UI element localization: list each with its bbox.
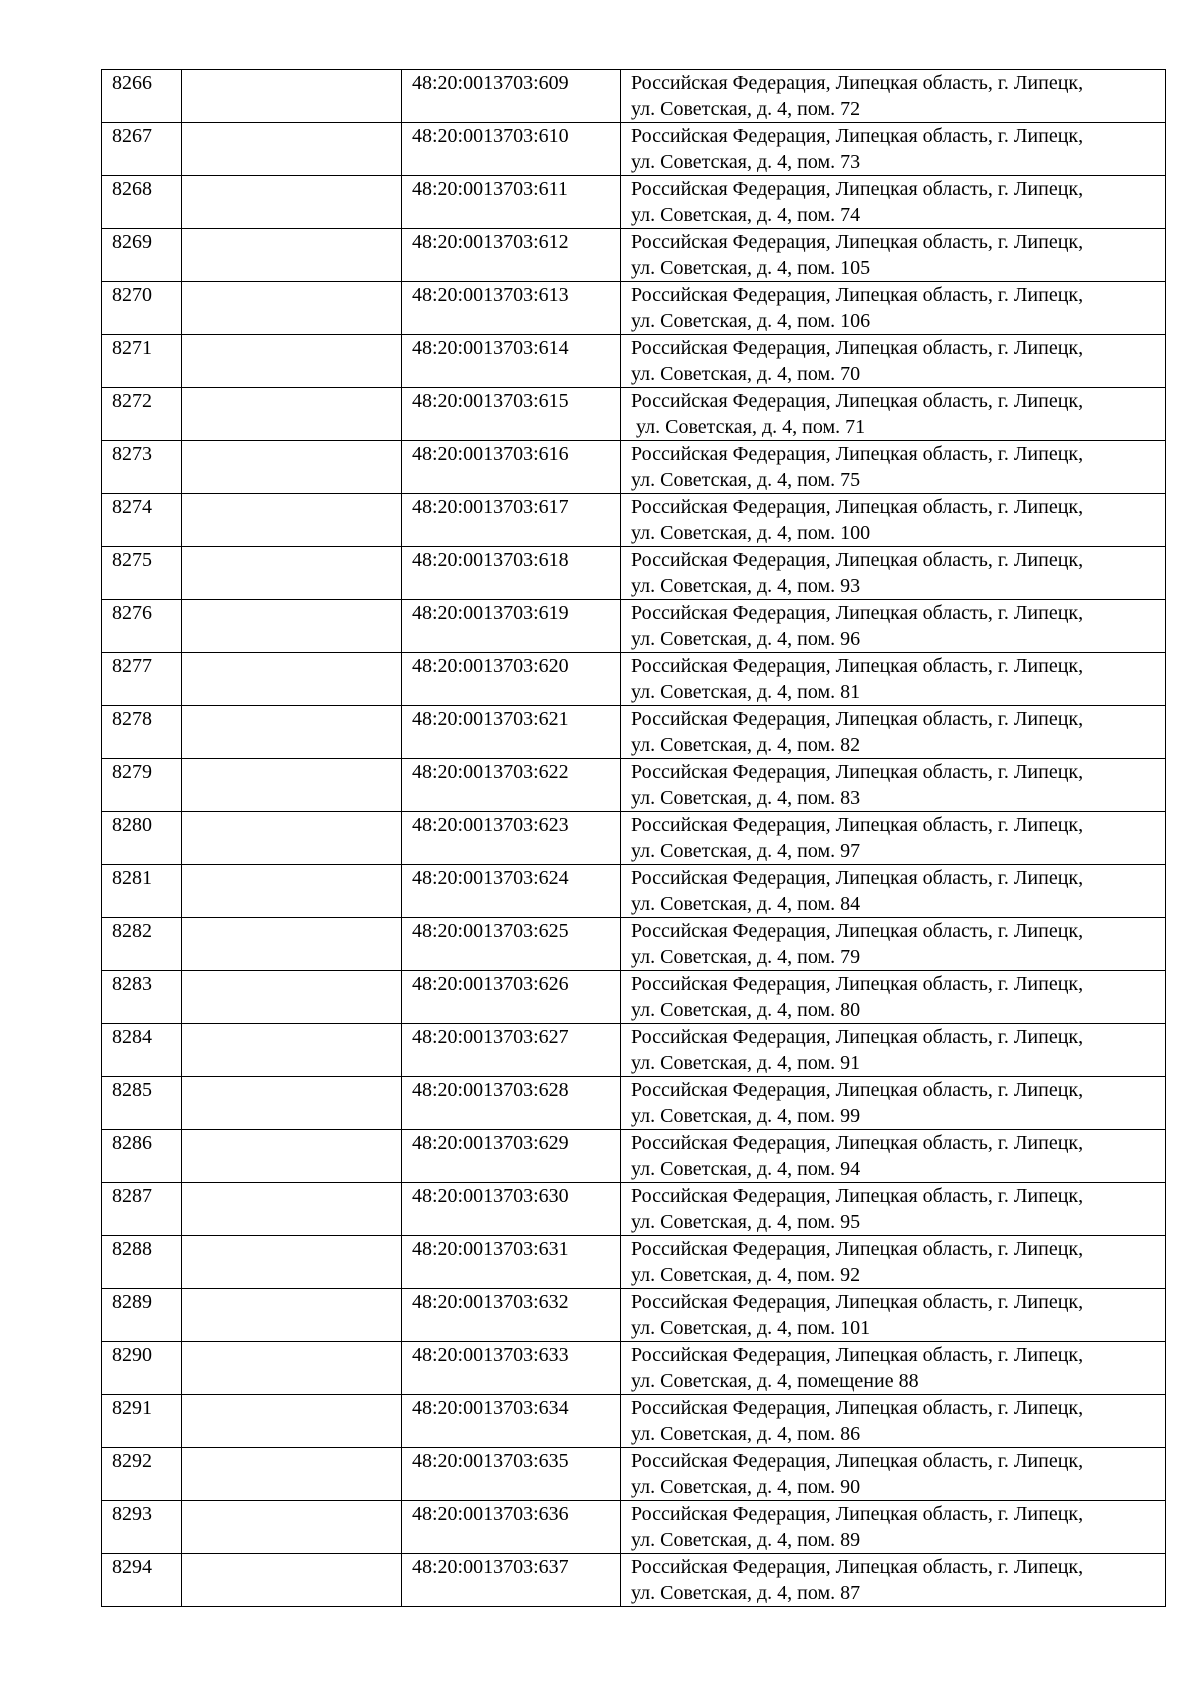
address-cell: [621, 1077, 1166, 1130]
address-line-1: Российская Федерация, Липецкая область, г. Липецк,: [631, 1238, 1084, 1260]
cadastral-number-cell: 48:20:0013703:611: [402, 176, 621, 229]
address-line-1: Российская Федерация, Липецкая область, г. Липецк,: [631, 284, 1084, 306]
address-cell: [621, 1342, 1166, 1395]
address-line-1: Российская Федерация, Липецкая область, г. Липецк,: [631, 1556, 1084, 1578]
address-line-1: Российская Федерация, Липецкая область, г. Липецк,: [631, 1185, 1084, 1207]
table-row: [102, 1501, 1166, 1554]
row-number-cell: 8291: [102, 1395, 182, 1448]
table-row: [102, 1183, 1166, 1236]
row-number-cell: 8269: [102, 229, 182, 282]
row-number-cell: 8286: [102, 1130, 182, 1183]
address-line-1: Российская Федерация, Липецкая область, г. Липецк,: [631, 602, 1084, 624]
empty-cell: [182, 1183, 402, 1236]
address-cell: [621, 918, 1166, 971]
address-line-2: ул. Советская, д. 4, пом. 89: [631, 1529, 861, 1551]
table-row: [102, 1236, 1166, 1289]
address-line-2: ул. Советская, д. 4, пом. 83: [631, 787, 861, 809]
row-number-cell: 8278: [102, 706, 182, 759]
empty-cell: [182, 176, 402, 229]
cadastral-number-cell: 48:20:0013703:619: [402, 600, 621, 653]
property-registry-table: [101, 69, 1166, 1607]
empty-cell: [182, 1130, 402, 1183]
table-row: [102, 865, 1166, 918]
address-line-2: ул. Советская, д. 4, пом. 79: [631, 946, 861, 968]
empty-cell: [182, 335, 402, 388]
cadastral-number-cell: 48:20:0013703:624: [402, 865, 621, 918]
empty-cell: [182, 865, 402, 918]
cadastral-number-cell: 48:20:0013703:630: [402, 1183, 621, 1236]
table-row: [102, 1024, 1166, 1077]
row-number-cell: 8266: [102, 70, 182, 123]
table-row: [102, 1395, 1166, 1448]
table-row: [102, 971, 1166, 1024]
address-line-1: Российская Федерация, Липецкая область, г. Липецк,: [631, 761, 1084, 783]
table-row: [102, 388, 1166, 441]
table-row: [102, 1077, 1166, 1130]
empty-cell: [182, 918, 402, 971]
row-number-cell: 8275: [102, 547, 182, 600]
address-cell: [621, 70, 1166, 123]
empty-cell: [182, 123, 402, 176]
empty-cell: [182, 388, 402, 441]
cadastral-number-cell: 48:20:0013703:609: [402, 70, 621, 123]
row-number-cell: 8267: [102, 123, 182, 176]
cadastral-number-cell: 48:20:0013703:620: [402, 653, 621, 706]
address-cell: [621, 1183, 1166, 1236]
empty-cell: [182, 971, 402, 1024]
registry-table-body: [102, 70, 1166, 1607]
address-line-1: Российская Федерация, Липецкая область, г. Липецк,: [631, 708, 1084, 730]
address-line-1: Российская Федерация, Липецкая область, г. Липецк,: [631, 1397, 1084, 1419]
address-line-1: Российская Федерация, Липецкая область, г. Липецк,: [631, 973, 1084, 995]
row-number-cell: 8292: [102, 1448, 182, 1501]
empty-cell: [182, 600, 402, 653]
row-number-cell: 8277: [102, 653, 182, 706]
address-line-2: ул. Советская, д. 4, пом. 100: [631, 522, 871, 544]
empty-cell: [182, 494, 402, 547]
row-number-cell: 8272: [102, 388, 182, 441]
empty-cell: [182, 282, 402, 335]
address-line-1: Российская Федерация, Липецкая область, г. Липецк,: [631, 231, 1084, 253]
row-number-cell: 8294: [102, 1554, 182, 1607]
cadastral-number-cell: 48:20:0013703:615: [402, 388, 621, 441]
address-cell: [621, 971, 1166, 1024]
empty-cell: [182, 1289, 402, 1342]
cadastral-number-cell: 48:20:0013703:618: [402, 547, 621, 600]
row-number-cell: 8289: [102, 1289, 182, 1342]
table-row: [102, 653, 1166, 706]
cadastral-number-cell: 48:20:0013703:621: [402, 706, 621, 759]
cadastral-number-cell: 48:20:0013703:612: [402, 229, 621, 282]
address-line-2: ул. Советская, д. 4, пом. 86: [631, 1423, 861, 1445]
table-row: [102, 1554, 1166, 1607]
address-cell: [621, 1289, 1166, 1342]
cadastral-number-cell: 48:20:0013703:631: [402, 1236, 621, 1289]
address-cell: [621, 759, 1166, 812]
address-cell: [621, 176, 1166, 229]
address-line-2: ул. Советская, д. 4, пом. 95: [631, 1211, 861, 1233]
address-line-2: ул. Советская, д. 4, пом. 84: [631, 893, 861, 915]
row-number-cell: 8285: [102, 1077, 182, 1130]
empty-cell: [182, 1077, 402, 1130]
address-line-1: Российская Федерация, Липецкая область, г. Липецк,: [631, 867, 1084, 889]
row-number-cell: 8271: [102, 335, 182, 388]
address-cell: [621, 1448, 1166, 1501]
row-number-cell: 8287: [102, 1183, 182, 1236]
address-line-2: ул. Советская, д. 4, пом. 80: [631, 999, 861, 1021]
address-line-2: ул. Советская, д. 4, пом. 72: [631, 98, 861, 120]
cadastral-number-cell: 48:20:0013703:617: [402, 494, 621, 547]
cadastral-number-cell: 48:20:0013703:629: [402, 1130, 621, 1183]
address-cell: [621, 812, 1166, 865]
address-line-2: ул. Советская, д. 4, пом. 75: [631, 469, 861, 491]
table-row: [102, 123, 1166, 176]
row-number-cell: 8270: [102, 282, 182, 335]
row-number-cell: 8274: [102, 494, 182, 547]
address-line-2: ул. Советская, д. 4, пом. 97: [631, 840, 861, 862]
address-cell: [621, 335, 1166, 388]
address-line-2: ул. Советская, д. 4, пом. 73: [631, 151, 861, 173]
empty-cell: [182, 812, 402, 865]
address-line-1: Российская Федерация, Липецкая область, г. Липецк,: [631, 920, 1084, 942]
table-row: [102, 547, 1166, 600]
address-line-2: ул. Советская, д. 4, пом. 81: [631, 681, 861, 703]
table-row: [102, 70, 1166, 123]
address-cell: [621, 388, 1166, 441]
address-cell: [621, 1501, 1166, 1554]
table-row: [102, 706, 1166, 759]
address-line-2: ул. Советская, д. 4, пом. 70: [631, 363, 861, 385]
address-cell: [621, 1554, 1166, 1607]
address-cell: [621, 600, 1166, 653]
address-line-2: ул. Советская, д. 4, пом. 90: [631, 1476, 861, 1498]
table-row: [102, 176, 1166, 229]
row-number-cell: 8279: [102, 759, 182, 812]
empty-cell: [182, 759, 402, 812]
address-line-2: ул. Советская, д. 4, пом. 71: [631, 416, 866, 438]
cadastral-number-cell: 48:20:0013703:627: [402, 1024, 621, 1077]
address-line-1: Российская Федерация, Липецкая область, г. Липецк,: [631, 1291, 1084, 1313]
address-cell: [621, 547, 1166, 600]
row-number-cell: 8283: [102, 971, 182, 1024]
empty-cell: [182, 547, 402, 600]
row-number-cell: 8290: [102, 1342, 182, 1395]
table-row: [102, 600, 1166, 653]
empty-cell: [182, 229, 402, 282]
address-line-2: ул. Советская, д. 4, пом. 99: [631, 1105, 861, 1127]
table-row: [102, 441, 1166, 494]
address-cell: [621, 123, 1166, 176]
address-line-1: Российская Федерация, Липецкая область, г. Липецк,: [631, 125, 1084, 147]
row-number-cell: 8276: [102, 600, 182, 653]
table-row: [102, 1342, 1166, 1395]
cadastral-number-cell: 48:20:0013703:623: [402, 812, 621, 865]
empty-cell: [182, 1554, 402, 1607]
cadastral-number-cell: 48:20:0013703:622: [402, 759, 621, 812]
row-number-cell: 8288: [102, 1236, 182, 1289]
address-cell: [621, 282, 1166, 335]
address-line-1: Российская Федерация, Липецкая область, г. Липецк,: [631, 655, 1084, 677]
cadastral-number-cell: 48:20:0013703:628: [402, 1077, 621, 1130]
cadastral-number-cell: 48:20:0013703:633: [402, 1342, 621, 1395]
cadastral-number-cell: 48:20:0013703:616: [402, 441, 621, 494]
address-cell: [621, 1024, 1166, 1077]
cadastral-number-cell: 48:20:0013703:637: [402, 1554, 621, 1607]
empty-cell: [182, 441, 402, 494]
cadastral-number-cell: 48:20:0013703:635: [402, 1448, 621, 1501]
address-cell: [621, 706, 1166, 759]
row-number-cell: 8268: [102, 176, 182, 229]
address-line-1: Российская Федерация, Липецкая область, г. Липецк,: [631, 1450, 1084, 1472]
address-line-2: ул. Советская, д. 4, пом. 106: [631, 310, 871, 332]
address-line-2: ул. Советская, д. 4, пом. 74: [631, 204, 861, 226]
empty-cell: [182, 1448, 402, 1501]
address-line-2: ул. Советская, д. 4, пом. 93: [631, 575, 861, 597]
address-cell: [621, 1130, 1166, 1183]
address-line-1: Российская Федерация, Липецкая область, г. Липецк,: [631, 1503, 1084, 1525]
table-row: [102, 1448, 1166, 1501]
address-line-1: Российская Федерация, Липецкая область, г. Липецк,: [631, 814, 1084, 836]
address-line-2: ул. Советская, д. 4, пом. 105: [631, 257, 871, 279]
empty-cell: [182, 1024, 402, 1077]
address-cell: [621, 441, 1166, 494]
address-line-2: ул. Советская, д. 4, пом. 92: [631, 1264, 861, 1286]
cadastral-number-cell: 48:20:0013703:610: [402, 123, 621, 176]
address-line-2: ул. Советская, д. 4, пом. 87: [631, 1582, 861, 1604]
table-row: [102, 1289, 1166, 1342]
row-number-cell: 8273: [102, 441, 182, 494]
address-line-1: Российская Федерация, Липецкая область, г. Липецк,: [631, 443, 1084, 465]
table-row: [102, 1130, 1166, 1183]
address-line-2: ул. Советская, д. 4, помещение 88: [631, 1370, 919, 1392]
cadastral-number-cell: 48:20:0013703:626: [402, 971, 621, 1024]
cadastral-number-cell: 48:20:0013703:625: [402, 918, 621, 971]
address-line-2: ул. Советская, д. 4, пом. 96: [631, 628, 861, 650]
cadastral-number-cell: 48:20:0013703:614: [402, 335, 621, 388]
address-cell: [621, 1236, 1166, 1289]
address-cell: [621, 494, 1166, 547]
address-line-1: Российская Федерация, Липецкая область, г. Липецк,: [631, 337, 1084, 359]
table-row: [102, 229, 1166, 282]
table-row: [102, 812, 1166, 865]
address-line-1: Российская Федерация, Липецкая область, г. Липецк,: [631, 1079, 1084, 1101]
address-line-1: Российская Федерация, Липецкая область, г. Липецк,: [631, 496, 1084, 518]
table-row: [102, 918, 1166, 971]
row-number-cell: 8282: [102, 918, 182, 971]
row-number-cell: 8280: [102, 812, 182, 865]
address-line-1: Российская Федерация, Липецкая область, г. Липецк,: [631, 390, 1084, 412]
address-cell: [621, 865, 1166, 918]
address-line-2: ул. Советская, д. 4, пом. 91: [631, 1052, 861, 1074]
address-line-2: ул. Советская, д. 4, пом. 94: [631, 1158, 861, 1180]
empty-cell: [182, 706, 402, 759]
empty-cell: [182, 1395, 402, 1448]
address-cell: [621, 1395, 1166, 1448]
cadastral-number-cell: 48:20:0013703:613: [402, 282, 621, 335]
row-number-cell: 8284: [102, 1024, 182, 1077]
address-line-1: Российская Федерация, Липецкая область, г. Липецк,: [631, 1132, 1084, 1154]
cadastral-number-cell: 48:20:0013703:632: [402, 1289, 621, 1342]
table-row: [102, 282, 1166, 335]
row-number-cell: 8281: [102, 865, 182, 918]
address-line-1: Российская Федерация, Липецкая область, г. Липецк,: [631, 549, 1084, 571]
table-row: [102, 335, 1166, 388]
address-line-2: ул. Советская, д. 4, пом. 82: [631, 734, 861, 756]
empty-cell: [182, 1501, 402, 1554]
cadastral-number-cell: 48:20:0013703:636: [402, 1501, 621, 1554]
table-row: [102, 494, 1166, 547]
address-line-2: ул. Советская, д. 4, пом. 101: [631, 1317, 871, 1339]
table-row: [102, 759, 1166, 812]
address-cell: [621, 229, 1166, 282]
cadastral-number-cell: 48:20:0013703:634: [402, 1395, 621, 1448]
address-line-1: Российская Федерация, Липецкая область, г. Липецк,: [631, 1344, 1084, 1366]
address-line-1: Российская Федерация, Липецкая область, г. Липецк,: [631, 72, 1084, 94]
empty-cell: [182, 653, 402, 706]
row-number-cell: 8293: [102, 1501, 182, 1554]
address-line-1: Российская Федерация, Липецкая область, г. Липецк,: [631, 1026, 1084, 1048]
empty-cell: [182, 70, 402, 123]
address-line-1: Российская Федерация, Липецкая область, г. Липецк,: [631, 178, 1084, 200]
empty-cell: [182, 1342, 402, 1395]
address-cell: [621, 653, 1166, 706]
empty-cell: [182, 1236, 402, 1289]
